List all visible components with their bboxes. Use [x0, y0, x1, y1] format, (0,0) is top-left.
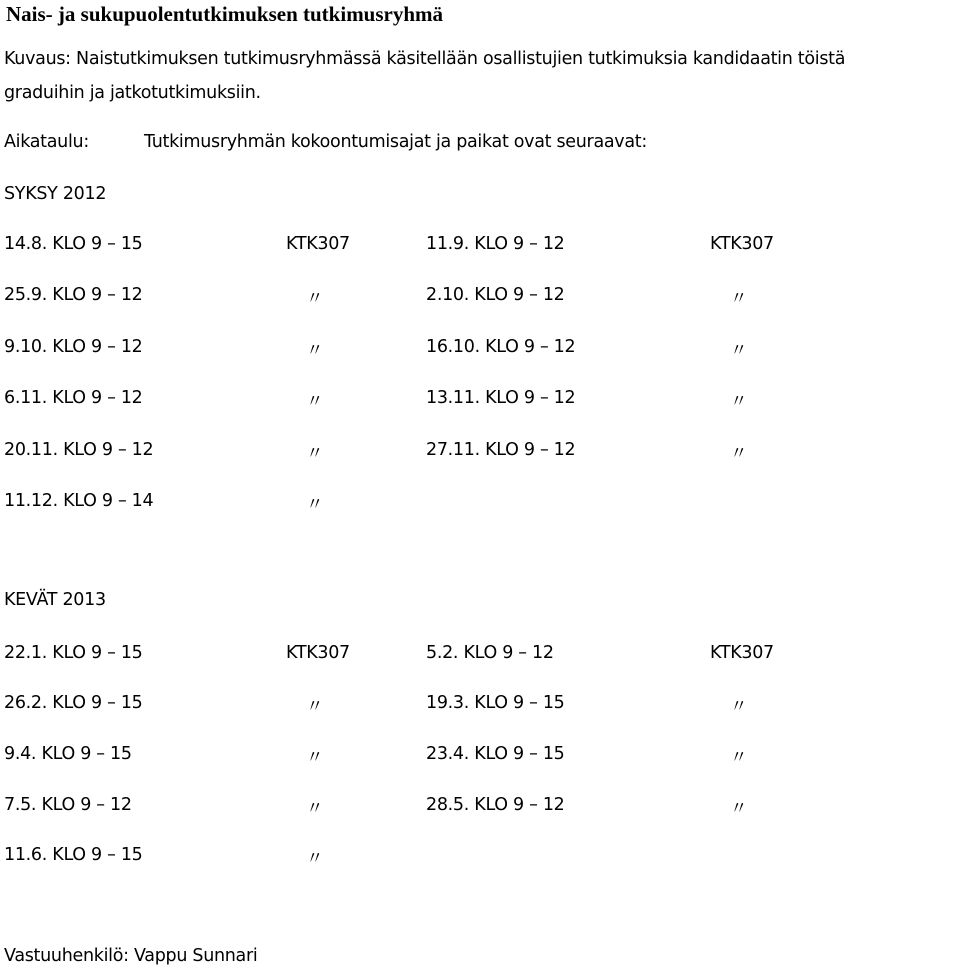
ditto-mark: 〃: [306, 849, 324, 869]
spring-heading: KEVÄT 2013: [4, 590, 106, 610]
date-time: 28.5. KLO 9 – 12: [426, 795, 565, 815]
ditto-mark: 〃: [730, 444, 748, 464]
ditto-mark: 〃: [306, 289, 324, 309]
date-time: 19.3. KLO 9 – 15: [426, 693, 565, 713]
ditto-mark: 〃: [730, 697, 748, 717]
date-time: 26.2. KLO 9 – 15: [4, 693, 143, 713]
ditto-mark: 〃: [730, 748, 748, 768]
date-time: 13.11. KLO 9 – 12: [426, 388, 576, 408]
date-time: 20.11. KLO 9 – 12: [4, 440, 154, 460]
date-time: 25.9. KLO 9 – 12: [4, 285, 143, 305]
date-time: 11.6. KLO 9 – 15: [4, 845, 143, 865]
description-line-2: graduihin ja jatkotutkimuksiin.: [4, 83, 261, 103]
ditto-mark: 〃: [306, 799, 324, 819]
ditto-mark: 〃: [730, 289, 748, 309]
ditto-mark: 〃: [306, 341, 324, 361]
date-time: 7.5. KLO 9 – 12: [4, 795, 132, 815]
contact-person: Vastuuhenkilö: Vappu Sunnari: [4, 946, 258, 966]
ditto-mark: 〃: [730, 341, 748, 361]
date-time: 23.4. KLO 9 – 15: [426, 744, 565, 764]
ditto-mark: 〃: [306, 748, 324, 768]
date-time: 22.1. KLO 9 – 15: [4, 643, 143, 663]
ditto-mark: 〃: [730, 799, 748, 819]
ditto-mark: 〃: [306, 697, 324, 717]
date-time: 2.10. KLO 9 – 12: [426, 285, 565, 305]
date-time: 5.2. KLO 9 – 12: [426, 643, 554, 663]
location: KTK307: [710, 234, 774, 254]
date-time: 11.9. KLO 9 – 12: [426, 234, 565, 254]
location: KTK307: [286, 234, 350, 254]
date-time: 6.11. KLO 9 – 12: [4, 388, 143, 408]
ditto-mark: 〃: [306, 495, 324, 515]
schedule-label: Aikataulu:: [4, 132, 89, 152]
date-time: 11.12. KLO 9 – 14: [4, 491, 154, 511]
autumn-heading: SYKSY 2012: [4, 184, 107, 204]
location: KTK307: [710, 643, 774, 663]
ditto-mark: 〃: [306, 444, 324, 464]
date-time: 16.10. KLO 9 – 12: [426, 337, 576, 357]
page-title: Nais- ja sukupuolentutkimuksen tutkimusryhmä: [6, 2, 444, 26]
ditto-mark: 〃: [306, 392, 324, 412]
ditto-mark: 〃: [730, 392, 748, 412]
schedule-text: Tutkimusryhmän kokoontumisajat ja paikat ovat seuraavat:: [144, 132, 647, 152]
description-line-1: Kuvaus: Naistutkimuksen tutkimusryhmässä käsitellään osallistujien tutkimuksia kandidaatin töistä: [4, 49, 846, 69]
date-time: 9.4. KLO 9 – 15: [4, 744, 132, 764]
date-time: 14.8. KLO 9 – 15: [4, 234, 143, 254]
date-time: 9.10. KLO 9 – 12: [4, 337, 143, 357]
date-time: 27.11. KLO 9 – 12: [426, 440, 576, 460]
location: KTK307: [286, 643, 350, 663]
